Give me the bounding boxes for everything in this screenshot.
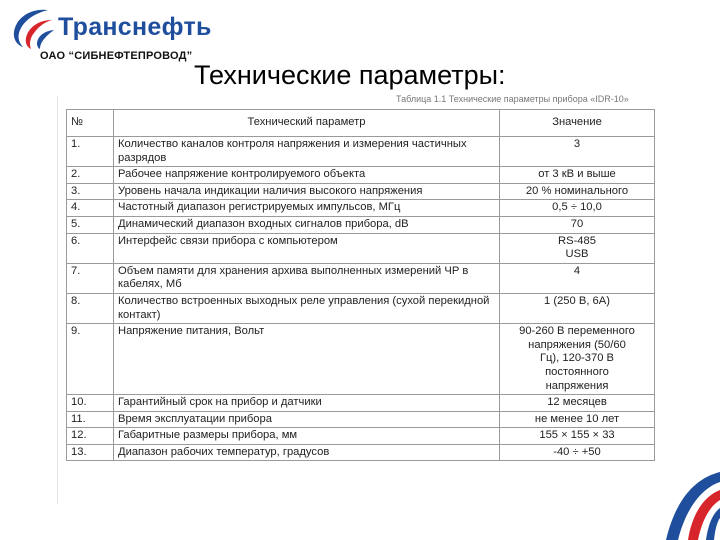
row-parameter: Количество встроенных выходных реле управления (сухой перекидной контакт) — [114, 293, 500, 323]
table-row — [67, 324, 655, 395]
row-value: RS-485 USB — [500, 233, 655, 263]
table-row — [67, 137, 655, 167]
header-number: № — [67, 110, 114, 137]
row-number: 6. — [67, 233, 114, 263]
table-row — [67, 395, 655, 412]
header-parameter: Технический параметр — [114, 110, 500, 137]
table-caption: Таблица 1.1 Технические параметры прибора «IDR-10» — [396, 94, 629, 104]
row-parameter: Время эксплуатации прибора — [114, 411, 500, 428]
row-number: 13. — [67, 444, 114, 461]
table-row — [67, 183, 655, 200]
row-value: 12 месяцев — [500, 395, 655, 412]
table-row — [67, 444, 655, 461]
row-parameter: Динамический диапазон входных сигналов прибора, dB — [114, 216, 500, 233]
row-parameter: Рабочее напряжение контролируемого объекта — [114, 167, 500, 184]
row-parameter: Уровень начала индикации наличия высокого напряжения — [114, 183, 500, 200]
row-number: 2. — [67, 167, 114, 184]
row-value: 90-260 В переменного напряжения (50/60 Гц), 120-370 В постоянного напряжения — [500, 324, 655, 395]
parameters-document — [57, 96, 661, 504]
table-row — [67, 411, 655, 428]
row-parameter: Интерфейс связи прибора с компьютером — [114, 233, 500, 263]
row-value: 1 (250 В, 6А) — [500, 293, 655, 323]
row-parameter: Объем памяти для хранения архива выполненных измерений ЧР в кабелях, Мб — [114, 263, 500, 293]
row-number: 1. — [67, 137, 114, 167]
row-parameter: Габаритные размеры прибора, мм — [114, 428, 500, 445]
table-row — [67, 428, 655, 445]
row-value: -40 ÷ +50 — [500, 444, 655, 461]
row-number: 12. — [67, 428, 114, 445]
row-value: 3 — [500, 137, 655, 167]
brand-swoosh-icon — [648, 468, 720, 540]
table-row — [67, 200, 655, 217]
table-header-row — [67, 110, 655, 137]
row-number: 3. — [67, 183, 114, 200]
row-value: от 3 кВ и выше — [500, 167, 655, 184]
row-parameter: Частотный диапазон регистрируемых импульсов, МГц — [114, 200, 500, 217]
row-value: 0,5 ÷ 10,0 — [500, 200, 655, 217]
table-row — [67, 233, 655, 263]
row-number: 7. — [67, 263, 114, 293]
row-number: 11. — [67, 411, 114, 428]
parameters-table — [66, 109, 655, 461]
row-value: 20 % номинального — [500, 183, 655, 200]
transneft-emblem-icon — [8, 6, 56, 50]
table-row — [67, 293, 655, 323]
row-parameter: Количество каналов контроля напряжения и измерения частичных разрядов — [114, 137, 500, 167]
table-row — [67, 263, 655, 293]
slide-title: Технические параметры: — [194, 60, 506, 90]
row-number: 5. — [67, 216, 114, 233]
table-row — [67, 216, 655, 233]
row-number: 8. — [67, 293, 114, 323]
row-number: 9. — [67, 324, 114, 395]
row-parameter: Напряжение питания, Вольт — [114, 324, 500, 395]
company-name: ОАО “СИБНЕФТЕПРОВОД” — [40, 50, 193, 62]
brand-name: Транснефть — [58, 13, 212, 41]
row-value: не менее 10 лет — [500, 411, 655, 428]
row-value: 70 — [500, 216, 655, 233]
row-parameter: Диапазон рабочих температур, градусов — [114, 444, 500, 461]
table-row — [67, 167, 655, 184]
row-value: 4 — [500, 263, 655, 293]
row-number: 10. — [67, 395, 114, 412]
row-value: 155 × 155 × 33 — [500, 428, 655, 445]
header-value: Значение — [500, 110, 655, 137]
row-number: 4. — [67, 200, 114, 217]
row-parameter: Гарантийный срок на прибор и датчики — [114, 395, 500, 412]
